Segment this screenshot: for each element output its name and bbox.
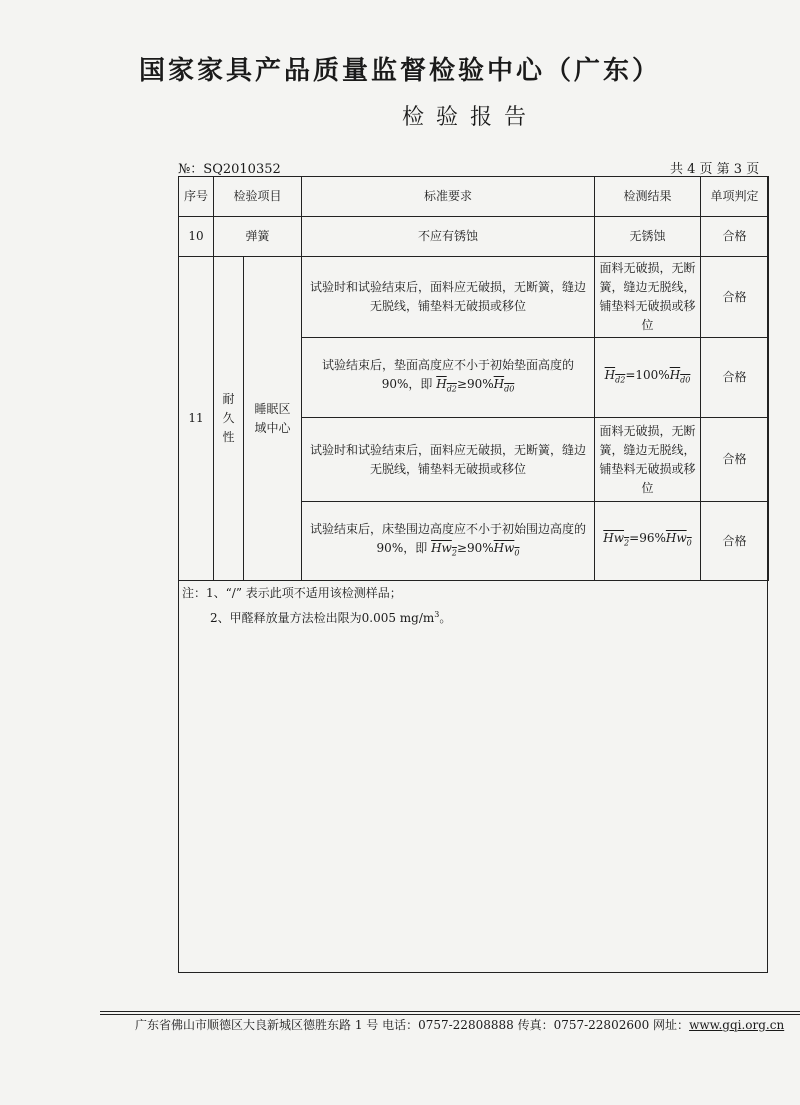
report-subtitle: 检验报告 bbox=[401, 105, 538, 130]
page-indicator: 共 4 页 第 3 页 bbox=[670, 162, 760, 177]
header-judgement: 单项判定 bbox=[701, 177, 769, 217]
row11-sub1-judgement: 合格 bbox=[701, 257, 769, 338]
row11-sub3-standard: 试验时和试验结束后，面料应无破损，无断簧，缝边无脱线，铺垫料无破损或移位 bbox=[302, 418, 595, 502]
sub4-hw0: $Hw_0$ bbox=[493, 540, 520, 558]
header-item: 检验项目 bbox=[214, 177, 302, 217]
footer-divider bbox=[100, 1011, 800, 1012]
footer-website-link[interactable]: www.gqi.org.cn bbox=[689, 1018, 785, 1032]
row11-sub4-result: $Hw_2=96\%Hw_0$ bbox=[595, 502, 701, 581]
footer-divider bbox=[100, 1014, 800, 1015]
report-title: 国家家具产品质量监督检验中心（广东） bbox=[138, 56, 661, 86]
sub2-hd0: $H_{d0}$ bbox=[493, 377, 515, 394]
row10-no: 10 bbox=[179, 217, 214, 257]
inspection-table bbox=[178, 176, 769, 581]
sub2-hd2: $H_{d2}$ bbox=[436, 377, 457, 394]
header-standard: 标准要求 bbox=[302, 177, 595, 217]
row11-sub2-result: $H_{d2}=100\%H_{d0}$ bbox=[595, 338, 701, 418]
sub2-standard-text: 试验结束后，垫面高度应不小于初始垫面高度的 90%，即 bbox=[322, 358, 575, 392]
row11-sub2-judgement: 合格 bbox=[701, 338, 769, 418]
table-row bbox=[179, 257, 769, 338]
sub4-hw2: $Hw_2$ bbox=[431, 540, 457, 558]
row10-item: 弹簧 bbox=[214, 217, 302, 257]
row10-standard: 不应有锈蚀 bbox=[302, 217, 595, 257]
row11-no: 11 bbox=[179, 257, 214, 581]
footer-contact bbox=[135, 1016, 784, 1033]
row11-sub4-judgement: 合格 bbox=[701, 502, 769, 581]
row11-item: 耐久性 bbox=[214, 257, 244, 581]
header-result: 检测结果 bbox=[595, 177, 701, 217]
row10-judgement: 合格 bbox=[701, 217, 769, 257]
sub4-ge: ≥90% bbox=[456, 540, 494, 555]
row11-sub3-judgement: 合格 bbox=[701, 418, 769, 502]
note-2: 2、甲醛释放量方法检出限为0.005 $mg/m^3$。 bbox=[210, 610, 452, 625]
row11-sub1-result: 面料无破损，无断簧，缝边无脱线，铺垫料无破损或移位 bbox=[595, 257, 701, 338]
row11-sub2-standard bbox=[302, 338, 595, 418]
footer-address: 广东省佛山市顺德区大良新城区德胜东路 1 号 电话：0757-22808888 传真：0757-22802600 网址： bbox=[135, 1018, 690, 1032]
row11-sub4-standard bbox=[302, 502, 595, 581]
row11-subitem: 睡眠区域中心 bbox=[244, 257, 302, 581]
header-row bbox=[179, 177, 769, 217]
sub2-ge: ≥90% bbox=[456, 377, 494, 392]
report-number: №：SQ2010352 bbox=[178, 162, 281, 177]
header-no: 序号 bbox=[179, 177, 214, 217]
sub4-standard-text: 试验结束后，床垫围边高度应不小于初始围边高度的 90%，即 bbox=[310, 521, 587, 555]
row10-result: 无锈蚀 bbox=[595, 217, 701, 257]
row11-sub1-standard: 试验时和试验结束后，面料应无破损，无断簧，缝边无脱线，铺垫料无破损或移位 bbox=[302, 257, 595, 338]
note-1: 注：1、“/” 表示此项不适用该检测样品； bbox=[182, 586, 402, 600]
notes bbox=[182, 582, 451, 629]
table-row bbox=[179, 217, 769, 257]
row11-sub3-result: 面料无破损，无断簧，缝边无脱线，铺垫料无破损或移位 bbox=[595, 418, 701, 502]
